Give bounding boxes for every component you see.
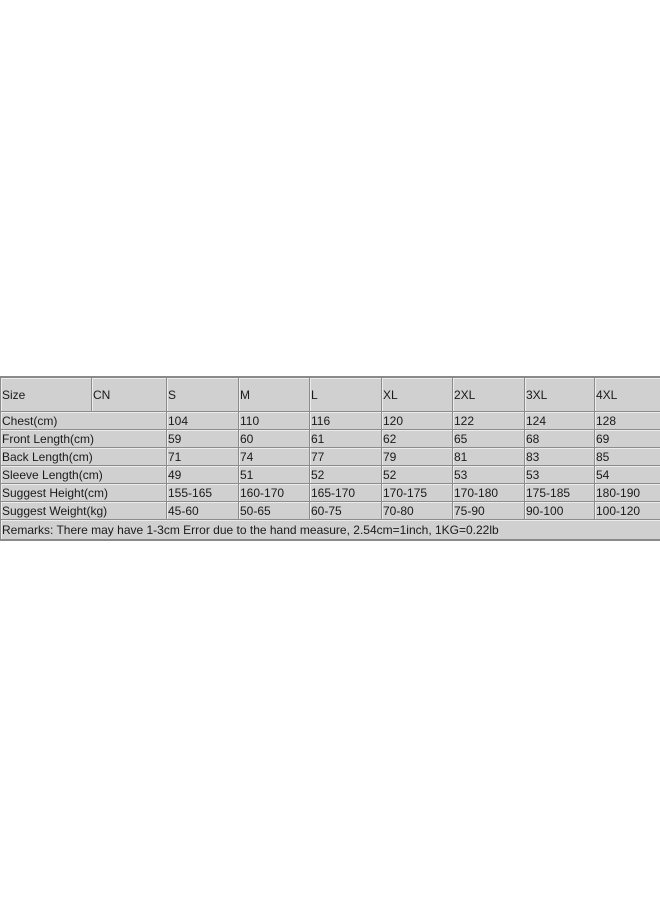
table-cell: 59	[167, 430, 239, 448]
table-cell: 52	[382, 466, 453, 484]
table-cell: 60	[239, 430, 310, 448]
table-row	[1, 466, 660, 484]
size-chart-body	[1, 377, 660, 540]
table-cell: 61	[310, 430, 382, 448]
table-cell: 49	[167, 466, 239, 484]
size-header-xl: XL	[382, 377, 453, 412]
table-cell: 62	[382, 430, 453, 448]
table-row	[1, 448, 660, 466]
table-cell: 54	[595, 466, 660, 484]
table-cell: 175-185	[525, 484, 595, 502]
table-row	[1, 412, 660, 430]
table-cell: 53	[525, 466, 595, 484]
table-cell: 160-170	[239, 484, 310, 502]
table-cell: 122	[453, 412, 525, 430]
table-cell: 81	[453, 448, 525, 466]
size-standard-cn: CN	[92, 377, 167, 412]
size-header-s: S	[167, 377, 239, 412]
table-cell: 120	[382, 412, 453, 430]
table-cell: 124	[525, 412, 595, 430]
table-cell: 170-180	[453, 484, 525, 502]
size-header-2xl: 2XL	[453, 377, 525, 412]
row-label: Suggest Height(cm)	[1, 484, 167, 502]
size-header-m: M	[239, 377, 310, 412]
row-label: Sleeve Length(cm)	[1, 466, 167, 484]
table-cell: 68	[525, 430, 595, 448]
table-cell: 77	[310, 448, 382, 466]
header-row	[1, 377, 660, 412]
size-header-label: Size	[1, 377, 92, 412]
row-label: Suggest Weight(kg)	[1, 502, 167, 520]
row-label: Back Length(cm)	[1, 448, 167, 466]
size-header-3xl: 3XL	[525, 377, 595, 412]
table-cell: 180-190	[595, 484, 660, 502]
table-cell: 170-175	[382, 484, 453, 502]
table-cell: 69	[595, 430, 660, 448]
table-cell: 85	[595, 448, 660, 466]
table-cell: 65	[453, 430, 525, 448]
table-cell: 116	[310, 412, 382, 430]
table-cell: 155-165	[167, 484, 239, 502]
table-cell: 100-120	[595, 502, 660, 520]
table-cell: 110	[239, 412, 310, 430]
table-cell: 165-170	[310, 484, 382, 502]
table-cell: 83	[525, 448, 595, 466]
table-cell: 53	[453, 466, 525, 484]
row-label: Front Length(cm)	[1, 430, 167, 448]
table-row	[1, 502, 660, 520]
table-cell: 79	[382, 448, 453, 466]
table-cell: 74	[239, 448, 310, 466]
table-cell: 70-80	[382, 502, 453, 520]
table-row	[1, 484, 660, 502]
table-cell: 50-65	[239, 502, 310, 520]
table-cell: 51	[239, 466, 310, 484]
table-cell: 128	[595, 412, 660, 430]
row-label: Chest(cm)	[1, 412, 167, 430]
remarks-text: Remarks: There may have 1-3cm Error due to the hand measure, 2.54cm=1inch, 1KG=0.22lb	[1, 520, 660, 541]
table-cell: 45-60	[167, 502, 239, 520]
table-row	[1, 430, 660, 448]
table-cell: 90-100	[525, 502, 595, 520]
remarks-row	[1, 520, 660, 541]
size-header-l: L	[310, 377, 382, 412]
table-cell: 71	[167, 448, 239, 466]
table-cell: 104	[167, 412, 239, 430]
size-chart-table	[0, 376, 660, 541]
table-cell: 60-75	[310, 502, 382, 520]
size-header-4xl: 4XL	[595, 377, 660, 412]
table-cell: 75-90	[453, 502, 525, 520]
table-cell: 52	[310, 466, 382, 484]
